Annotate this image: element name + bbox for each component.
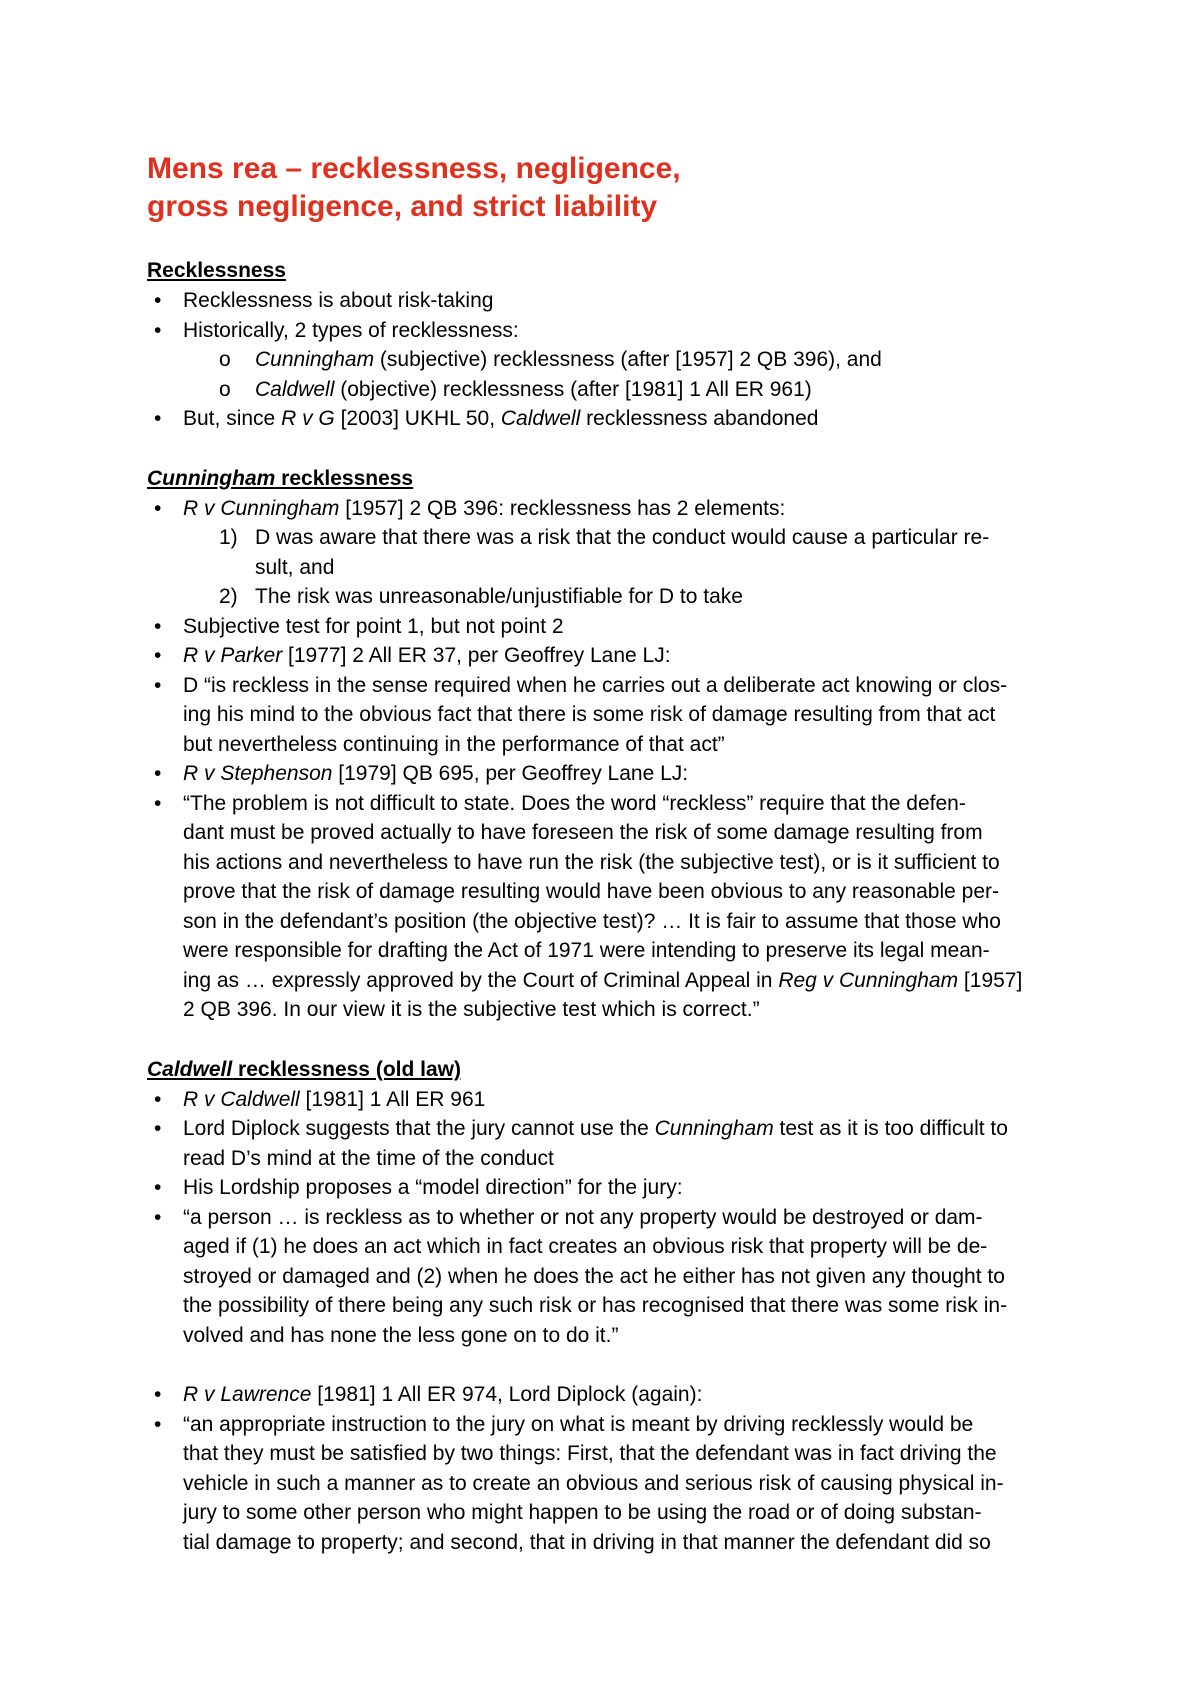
heading-recklessness: Recklessness — [147, 259, 286, 282]
list-item: • Subjective test for point 1, but not point 2 — [147, 612, 1067, 642]
list-item: • But, since R v G [2003] UKHL 50, Caldwell recklessness abandoned — [147, 404, 1067, 434]
bullet-marker: • — [154, 407, 162, 430]
bullet-marker: • — [154, 673, 162, 697]
list-item: • R v Caldwell [1981] 1 All ER 961 — [147, 1085, 1067, 1115]
sub-bullet-marker: o — [219, 377, 231, 401]
sub-list-item: o Caldwell (objective) recklessness (after [1981] 1 All ER 961) — [147, 375, 1067, 405]
heading-cunningham: Cunningham recklessness — [147, 466, 414, 490]
bullet-marker: • — [154, 1117, 162, 1140]
bullet-marker: • — [154, 318, 162, 342]
list-item: • R v Cunningham [1957] 2 QB 396: recklessness has 2 elements: — [147, 494, 1067, 524]
bullet-marker: • — [154, 644, 162, 667]
number-marker: 1) — [219, 526, 238, 549]
list-item-quote: • “The problem is not difficult to state. Does the word “reckless” require that the defen- dant must be proved actually to have foreseen the risk of some damage resulting from his actions and nevertheless to have run the risk (the subjective test), or is it sufficient to prove that the risk of damage resulting would have been obvious to any reasonable per- son in the defendant’s position (the objective test)? … It is fair to assume that those who were responsible for drafting the Act of 1971 were intending to preserve its legal mean- ing as … expressly approved by the Court of Criminal Appeal in Reg v Cunningham [1957] 2 QB 396. In our view it is the subjective test which is correct.” — [147, 789, 1067, 1025]
list-item-quote: • “a person … is reckless as to whether or not any property would be destroyed or dam- aged if (1) he does an act which in fact creates an obvious risk that property will be de- stroyed or damaged and (2) when he does the act he either has not given any thought to the possibility of there being any such risk or has recognised that there was some risk in- volved and has none the less gone on to do it.” — [147, 1203, 1067, 1351]
bullet-marker: • — [154, 1205, 162, 1229]
numbered-item: 2) The risk was unreasonable/unjustifiable for D to take — [147, 582, 1067, 612]
bullet-marker: • — [154, 1383, 162, 1406]
list-item: • Historically, 2 types of recklessness: — [147, 316, 1067, 346]
list-item: • His Lordship proposes a “model direction” for the jury: — [147, 1173, 1067, 1203]
bullet-marker: • — [154, 791, 162, 815]
list-item: • R v Stephenson [1979] QB 695, per Geoffrey Lane LJ: — [147, 759, 1067, 789]
list-item-quote: • “an appropriate instruction to the jury on what is meant by driving recklessly would be that they must be satisfied by two things: First, that the defendant was in fact driving the vehicle in such a manner as to create an obvious and serious risk of causing physical in- jury to some other person who might happen to be using the road or of doing substan- tial damage to property; and second, that in driving in that manner the defendant did so — [147, 1410, 1067, 1558]
sub-bullet-marker: o — [219, 348, 231, 371]
list-item-quote: • D “is reckless in the sense required when he carries out a deliberate act knowing or clos- ing his mind to the obvious fact that there is some risk of damage resulting from that act but nevertheless continuing in the performance of that act” — [147, 671, 1067, 760]
title-line-1: Mens rea – recklessness, negligence, — [147, 152, 681, 185]
bullet-marker: • — [154, 1176, 162, 1199]
list-item: • Lord Diplock suggests that the jury cannot use the Cunningham test as it is too difficult to read D’s mind at the time of the conduct — [147, 1114, 1067, 1173]
list-item: • R v Lawrence [1981] 1 All ER 974, Lord Diplock (again): — [147, 1380, 1067, 1410]
bullet-marker: • — [154, 762, 162, 785]
sub-list-item: o Cunningham (subjective) recklessness (after [1957] 2 QB 396), and — [147, 345, 1067, 375]
bullet-marker: • — [154, 1412, 162, 1436]
number-marker: 2) — [219, 585, 238, 608]
bullet-marker: • — [154, 614, 162, 638]
page-title — [147, 150, 1067, 226]
heading-caldwell: Caldwell recklessness (old law) — [147, 1057, 461, 1081]
document-body — [147, 150, 1067, 1557]
numbered-item: 1) D was aware that there was a risk that the conduct would cause a particular re- sult, and — [147, 523, 1067, 582]
list-item: • Recklessness is about risk-taking — [147, 286, 1067, 316]
bullet-marker: • — [154, 289, 162, 312]
bullet-marker: • — [154, 1087, 162, 1111]
list-item: • R v Parker [1977] 2 All ER 37, per Geoffrey Lane LJ: — [147, 641, 1067, 671]
bullet-marker: • — [154, 496, 162, 520]
title-line-2: gross negligence, and strict liability — [147, 190, 658, 223]
